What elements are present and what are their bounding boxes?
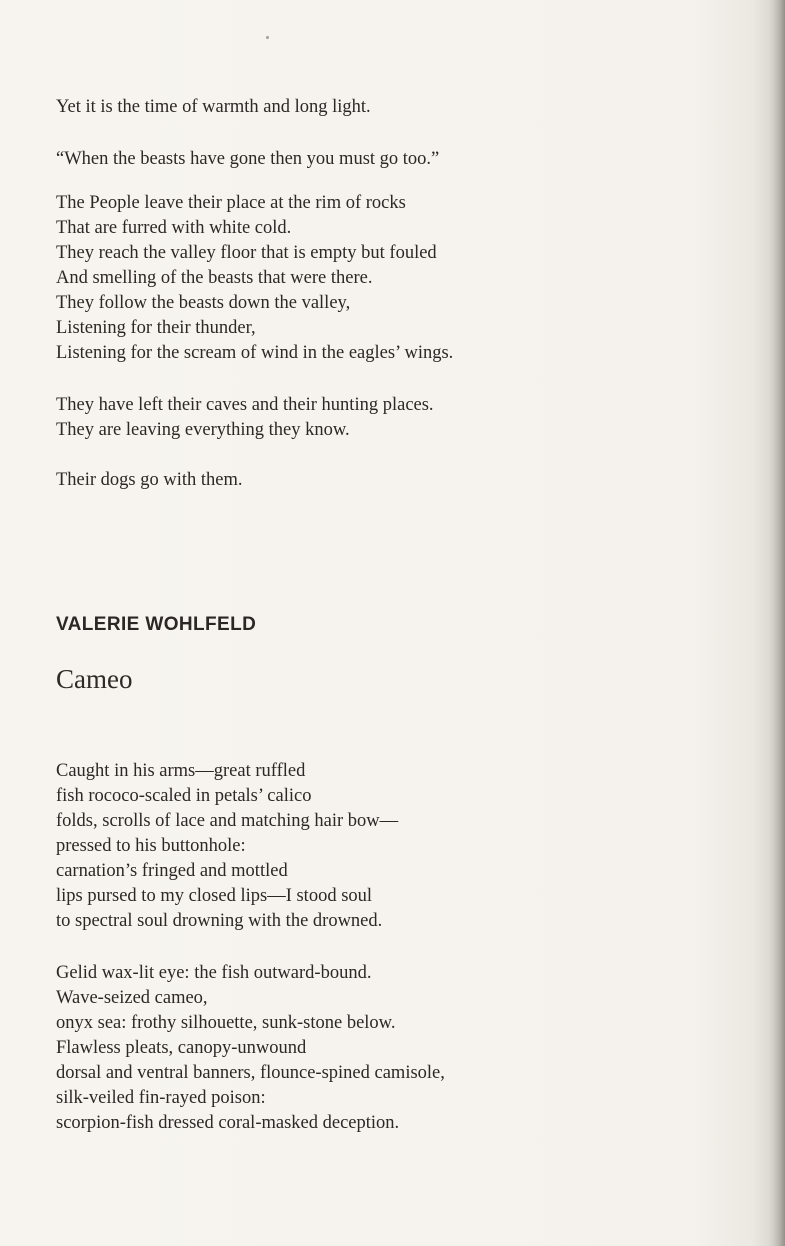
poem-line: Flawless pleats, canopy-unwound (56, 1038, 307, 1058)
poem-line: They follow the beasts down the valley, (56, 293, 351, 313)
poem-line: And smelling of the beasts that were there. (56, 268, 373, 288)
poem-line: They are leaving everything they know. (56, 420, 350, 440)
poem-line: carnation’s fringed and mottled (56, 861, 288, 881)
poem-line: Caught in his arms—great ruffled (56, 761, 306, 781)
poem-line: silk-veiled fin-rayed poison: (56, 1088, 266, 1108)
poem-line: “When the beasts have gone then you must go too.” (56, 149, 440, 169)
page-speck (266, 36, 269, 39)
poem-line: The People leave their place at the rim of rocks (56, 193, 406, 213)
poem-line: Gelid wax-lit eye: the fish outward-bound. (56, 963, 372, 983)
poem-line: They reach the valley floor that is empty but fouled (56, 243, 437, 263)
author-name: VALERIE WOHLFELD (56, 614, 257, 635)
poem-line: Their dogs go with them. (56, 470, 243, 490)
poem-line: lips pursed to my closed lips—I stood soul (56, 886, 373, 906)
poem-line: Listening for the scream of wind in the eagles’ wings. (56, 343, 454, 363)
poem-line: pressed to his buttonhole: (56, 836, 246, 856)
poem-line: Listening for their thunder, (56, 318, 256, 338)
poem-line: Wave-seized cameo, (56, 988, 208, 1008)
poem-line: fish rococo-scaled in petals’ calico (56, 786, 312, 806)
poem-line: folds, scrolls of lace and matching hair bow— (56, 811, 399, 831)
poem-line: They have left their caves and their hunting places. (56, 395, 434, 415)
poem-line: onyx sea: frothy silhouette, sunk-stone below. (56, 1013, 396, 1033)
poem-line: Yet it is the time of warmth and long light. (56, 97, 371, 117)
poem-title: Cameo (56, 664, 133, 694)
poem-line: to spectral soul drowning with the drowned. (56, 911, 383, 931)
poem-line: scorpion-fish dressed coral-masked deception. (56, 1113, 400, 1133)
page-gutter-shadow (769, 0, 785, 1246)
poem-line: That are furred with white cold. (56, 218, 292, 238)
poem-line: dorsal and ventral banners, flounce-spined camisole, (56, 1063, 445, 1083)
